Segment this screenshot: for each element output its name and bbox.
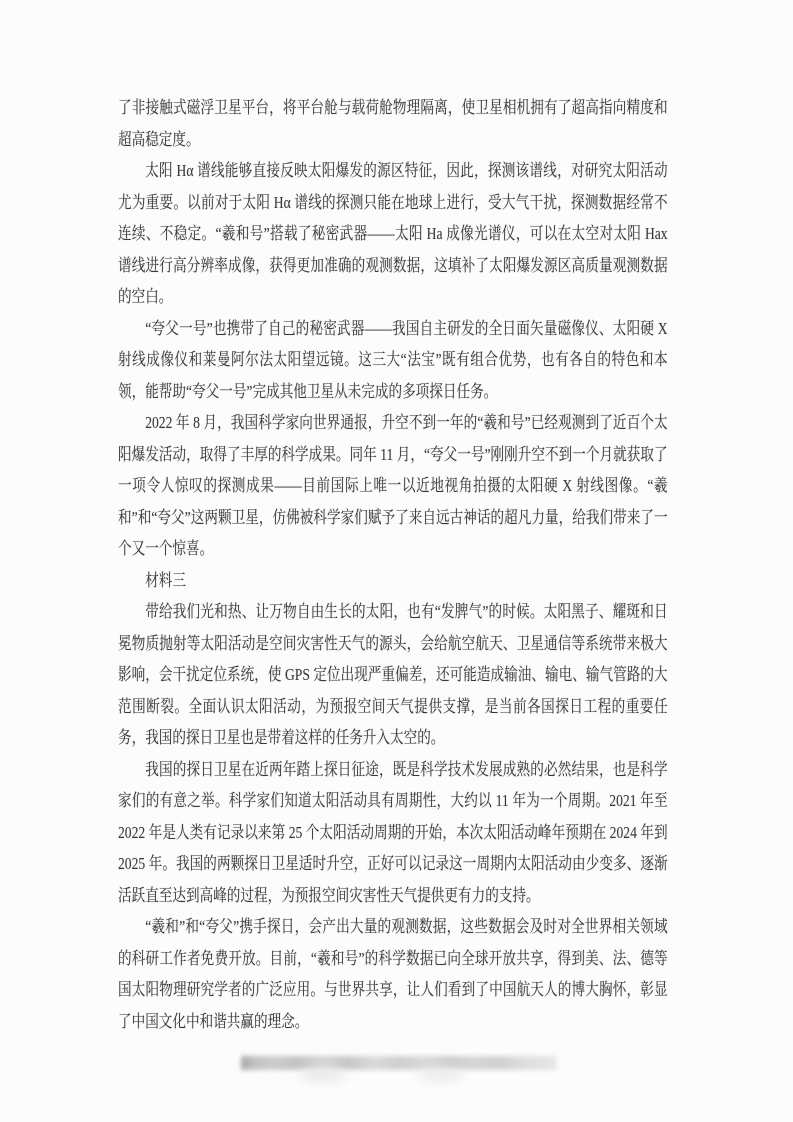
paragraph-continuation: 了非接触式磁浮卫星平台，将平台舱与载荷舱物理隔离，使卫星相机拥有了超高指向精度和超高稳定度。: [118, 98, 668, 149]
material-three-heading: 材料三: [145, 570, 186, 590]
paragraph: 我国的探日卫星在近两年踏上探日征途，既是科学技术发展成熟的必然结果，也是科学家们的有意之举。科学家们知道太阳活动具有周期性，大约以 11 年为一个周期。2021 年至 2022 年是人类有记录以来第 25 个太阳活动周期的开始，本次太阳活动峰年预期在 2024 年到 2025 年。我国的两颗探日卫星适时升空，正好可以记录这一周期内太阳活动由少变多、逐渐活跃直至达到高峰的过程，为预报空间灾害性天气提供更有力的支持。: [118, 759, 668, 905]
paragraph: 2022 年 8 月，我国科学家向世界通报，升空不到一年的“羲和号”已经观测到了近百个太阳爆发活动，取得了丰厚的科学成果。同年 11 月，“夸父一号”刚刚升空不到一个月就获取了一项令人惊叹的探测成果——目前国际上唯一以近地视角拍摄的太阳硬 X 射线图像。“羲和”和“夸父”这两颗卫星，仿佛被科学家们赋予了来自远古神话的超凡力量，给我们带来了一个又一个惊喜。: [118, 413, 668, 558]
watermark-smudge: [418, 1068, 464, 1082]
blurred-watermark-bar: [241, 1056, 557, 1070]
passage-text: [118, 92, 668, 1037]
paragraph: 带给我们光和热、让万物自由生长的太阳，也有“发脾气”的时候。太阳黑子、耀斑和日冕物质抛射等太阳活动是空间灾害性天气的源头，会给航空航天、卫星通信等系统带来极大影响，会干扰定位系统，使 GPS 定位出现严重偏差，还可能造成输油、输电、输气管路的大范围断裂。全面认识太阳活动，为预报空间天气提供支撑，是当前各国探日工程的重要任务，我国的探日卫星也是带着这样的任务升入太空的。: [118, 602, 668, 747]
paragraph: “羲和”和“夸父”携手探日，会产出大量的观测数据，这些数据会及时对全世界相关领域的科研工作者免费开放。目前，“羲和号”的科学数据已向全球开放共享，得到美、法、德等国太阳物理研究学者的广泛应用。与世界共享，让人们看到了中国航天人的博大胸怀，彰显了中国文化中和谐共赢的理念。: [118, 917, 668, 1031]
paragraph: 太阳 Hα 谱线能够直接反映太阳爆发的源区特征，因此，探测该谱线，对研究太阳活动尤为重要。以前对于太阳 Hα 谱线的探测只能在地球上进行，受大气干扰，探测数据经常不连续、不稳定。“羲和号”搭载了秘密武器——太阳 Ha 成像光谱仪，可以在太空对太阳 Hax 谱线进行高分辨率成像，获得更加准确的观测数据，这填补了太阳爆发源区高质量观测数据的空白。: [118, 161, 668, 306]
watermark-smudge: [300, 1068, 346, 1082]
paragraph: “夸父一号”也携带了自己的秘密武器——我国自主研发的全日面矢量磁像仪、太阳硬 X 射线成像仪和莱曼阿尔法太阳望远镜。这三大“法宝”既有组合优势，也有各自的特色和本领，能帮助“夸父一号”完成其他卫星从未完成的多项探日任务。: [118, 318, 668, 401]
